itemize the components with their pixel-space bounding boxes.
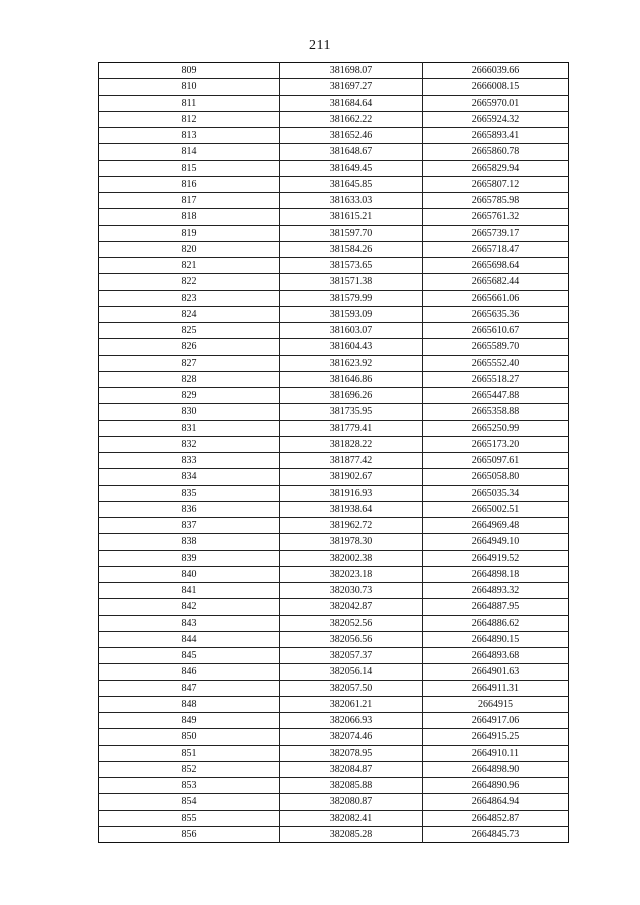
table-row: [99, 160, 569, 176]
x-coordinate-cell: 381597.70: [280, 225, 423, 241]
x-coordinate-cell: 381646.86: [280, 371, 423, 387]
point-number-cell: 831: [99, 420, 280, 436]
y-coordinate-cell: 2665002.51: [423, 501, 569, 517]
table-row: [99, 111, 569, 127]
table-row: [99, 404, 569, 420]
x-coordinate-cell: 382056.14: [280, 664, 423, 680]
y-coordinate-cell: 2664919.52: [423, 550, 569, 566]
table-row: [99, 583, 569, 599]
x-coordinate-cell: 381877.42: [280, 453, 423, 469]
coordinate-table-body: [99, 63, 569, 843]
point-number-cell: 840: [99, 566, 280, 582]
table-row: [99, 729, 569, 745]
point-number-cell: 816: [99, 176, 280, 192]
table-row: [99, 323, 569, 339]
y-coordinate-cell: 2665682.44: [423, 274, 569, 290]
y-coordinate-cell: 2664898.18: [423, 566, 569, 582]
point-number-cell: 853: [99, 778, 280, 794]
y-coordinate-cell: 2666039.66: [423, 63, 569, 79]
table-row: [99, 355, 569, 371]
table-row: [99, 566, 569, 582]
x-coordinate-cell: 382078.95: [280, 745, 423, 761]
point-number-cell: 838: [99, 534, 280, 550]
x-coordinate-cell: 381698.07: [280, 63, 423, 79]
y-coordinate-cell: 2665610.67: [423, 323, 569, 339]
table-row: [99, 631, 569, 647]
y-coordinate-cell: 2665173.20: [423, 436, 569, 452]
x-coordinate-cell: 381579.99: [280, 290, 423, 306]
x-coordinate-cell: 381649.45: [280, 160, 423, 176]
y-coordinate-cell: 2665739.17: [423, 225, 569, 241]
y-coordinate-cell: 2664890.15: [423, 631, 569, 647]
table-row: [99, 453, 569, 469]
x-coordinate-cell: 381573.65: [280, 258, 423, 274]
point-number-cell: 811: [99, 95, 280, 111]
point-number-cell: 813: [99, 128, 280, 144]
x-coordinate-cell: 381604.43: [280, 339, 423, 355]
x-coordinate-cell: 381615.21: [280, 209, 423, 225]
point-number-cell: 815: [99, 160, 280, 176]
table-row: [99, 664, 569, 680]
x-coordinate-cell: 381623.92: [280, 355, 423, 371]
y-coordinate-cell: 2665860.78: [423, 144, 569, 160]
y-coordinate-cell: 2664890.96: [423, 778, 569, 794]
point-number-cell: 849: [99, 713, 280, 729]
y-coordinate-cell: 2664886.62: [423, 615, 569, 631]
table-row: [99, 648, 569, 664]
y-coordinate-cell: 2665552.40: [423, 355, 569, 371]
point-number-cell: 845: [99, 648, 280, 664]
x-coordinate-cell: 382023.18: [280, 566, 423, 582]
point-number-cell: 846: [99, 664, 280, 680]
x-coordinate-cell: 381902.67: [280, 469, 423, 485]
x-coordinate-cell: 382080.87: [280, 794, 423, 810]
table-row: [99, 371, 569, 387]
y-coordinate-cell: 2664898.90: [423, 761, 569, 777]
table-row: [99, 485, 569, 501]
point-number-cell: 844: [99, 631, 280, 647]
table-row: [99, 63, 569, 79]
x-coordinate-cell: 381962.72: [280, 518, 423, 534]
x-coordinate-cell: 381684.64: [280, 95, 423, 111]
y-coordinate-cell: 2665035.34: [423, 485, 569, 501]
x-coordinate-cell: 381645.85: [280, 176, 423, 192]
x-coordinate-cell: 382074.46: [280, 729, 423, 745]
point-number-cell: 839: [99, 550, 280, 566]
point-number-cell: 820: [99, 241, 280, 257]
y-coordinate-cell: 2665447.88: [423, 388, 569, 404]
table-row: [99, 534, 569, 550]
y-coordinate-cell: 2664910.11: [423, 745, 569, 761]
y-coordinate-cell: 2665635.36: [423, 306, 569, 322]
table-row: [99, 680, 569, 696]
point-number-cell: 822: [99, 274, 280, 290]
point-number-cell: 848: [99, 696, 280, 712]
y-coordinate-cell: 2666008.15: [423, 79, 569, 95]
y-coordinate-cell: 2664901.63: [423, 664, 569, 680]
y-coordinate-cell: 2664917.06: [423, 713, 569, 729]
y-coordinate-cell: 2664887.95: [423, 599, 569, 615]
y-coordinate-cell: 2664911.31: [423, 680, 569, 696]
table-row: [99, 225, 569, 241]
y-coordinate-cell: 2665589.70: [423, 339, 569, 355]
point-number-cell: 827: [99, 355, 280, 371]
y-coordinate-cell: 2665518.27: [423, 371, 569, 387]
x-coordinate-cell: 381584.26: [280, 241, 423, 257]
point-number-cell: 818: [99, 209, 280, 225]
point-number-cell: 829: [99, 388, 280, 404]
table-row: [99, 176, 569, 192]
table-row: [99, 258, 569, 274]
y-coordinate-cell: 2664864.94: [423, 794, 569, 810]
y-coordinate-cell: 2665718.47: [423, 241, 569, 257]
point-number-cell: 809: [99, 63, 280, 79]
x-coordinate-cell: 382057.50: [280, 680, 423, 696]
y-coordinate-cell: 2664949.10: [423, 534, 569, 550]
y-coordinate-cell: 2665924.32: [423, 111, 569, 127]
y-coordinate-cell: 2665661.06: [423, 290, 569, 306]
x-coordinate-cell: 381697.27: [280, 79, 423, 95]
point-number-cell: 824: [99, 306, 280, 322]
point-number-cell: 821: [99, 258, 280, 274]
y-coordinate-cell: 2665893.41: [423, 128, 569, 144]
table-row: [99, 745, 569, 761]
point-number-cell: 832: [99, 436, 280, 452]
point-number-cell: 850: [99, 729, 280, 745]
table-row: [99, 241, 569, 257]
table-row: [99, 810, 569, 826]
table-row: [99, 436, 569, 452]
point-number-cell: 817: [99, 193, 280, 209]
x-coordinate-cell: 382002.38: [280, 550, 423, 566]
x-coordinate-cell: 382085.28: [280, 826, 423, 842]
x-coordinate-cell: 382057.37: [280, 648, 423, 664]
point-number-cell: 814: [99, 144, 280, 160]
y-coordinate-cell: 2664893.68: [423, 648, 569, 664]
point-number-cell: 843: [99, 615, 280, 631]
point-number-cell: 854: [99, 794, 280, 810]
table-row: [99, 290, 569, 306]
table-row: [99, 518, 569, 534]
y-coordinate-cell: 2665970.01: [423, 95, 569, 111]
x-coordinate-cell: 381938.64: [280, 501, 423, 517]
table-row: [99, 420, 569, 436]
table-row: [99, 95, 569, 111]
y-coordinate-cell: 2664915.25: [423, 729, 569, 745]
table-row: [99, 826, 569, 842]
table-row: [99, 128, 569, 144]
table-row: [99, 388, 569, 404]
x-coordinate-cell: 381633.03: [280, 193, 423, 209]
x-coordinate-cell: 381978.30: [280, 534, 423, 550]
table-row: [99, 469, 569, 485]
table-row: [99, 501, 569, 517]
x-coordinate-cell: 381652.46: [280, 128, 423, 144]
x-coordinate-cell: 381779.41: [280, 420, 423, 436]
y-coordinate-cell: 2664969.48: [423, 518, 569, 534]
point-number-cell: 810: [99, 79, 280, 95]
point-number-cell: 823: [99, 290, 280, 306]
point-number-cell: 834: [99, 469, 280, 485]
table-row: [99, 209, 569, 225]
y-coordinate-cell: 2665761.32: [423, 209, 569, 225]
x-coordinate-cell: 381571.38: [280, 274, 423, 290]
x-coordinate-cell: 382084.87: [280, 761, 423, 777]
x-coordinate-cell: 382066.93: [280, 713, 423, 729]
point-number-cell: 836: [99, 501, 280, 517]
y-coordinate-cell: 2665250.99: [423, 420, 569, 436]
point-number-cell: 842: [99, 599, 280, 615]
x-coordinate-cell: 381696.26: [280, 388, 423, 404]
y-coordinate-cell: 2665698.64: [423, 258, 569, 274]
coordinate-table: [98, 62, 569, 843]
y-coordinate-cell: 2665807.12: [423, 176, 569, 192]
table-row: [99, 550, 569, 566]
table-row: [99, 761, 569, 777]
y-coordinate-cell: 2665058.80: [423, 469, 569, 485]
x-coordinate-cell: 382042.87: [280, 599, 423, 615]
table-row: [99, 599, 569, 615]
x-coordinate-cell: 381916.93: [280, 485, 423, 501]
y-coordinate-cell: 2665097.61: [423, 453, 569, 469]
table-row: [99, 79, 569, 95]
table-row: [99, 713, 569, 729]
x-coordinate-cell: 382030.73: [280, 583, 423, 599]
x-coordinate-cell: 381648.67: [280, 144, 423, 160]
page-number: 211: [309, 38, 331, 53]
table-row: [99, 696, 569, 712]
y-coordinate-cell: 2665358.88: [423, 404, 569, 420]
x-coordinate-cell: 381735.95: [280, 404, 423, 420]
point-number-cell: 847: [99, 680, 280, 696]
y-coordinate-cell: 2664845.73: [471, 828, 520, 840]
point-number-cell: 812: [99, 111, 280, 127]
point-number-cell: 837: [99, 518, 280, 534]
point-number-cell: 833: [99, 453, 280, 469]
x-coordinate-cell: 381593.09: [280, 306, 423, 322]
point-number-cell: 856: [99, 826, 280, 842]
table-row: [99, 794, 569, 810]
y-coordinate-cell: 2664893.32: [423, 583, 569, 599]
table-row: [99, 306, 569, 322]
point-number-cell: 841: [99, 583, 280, 599]
point-number-cell: 819: [99, 225, 280, 241]
x-coordinate-cell: 382056.56: [280, 631, 423, 647]
point-number-cell: 830: [99, 404, 280, 420]
y-coordinate-cell: 2664852.87: [423, 810, 569, 826]
y-coordinate-cell: 2665829.94: [423, 160, 569, 176]
x-coordinate-cell: 382082.41: [280, 810, 423, 826]
y-coordinate-cell: 2664915: [423, 696, 569, 712]
table-row: [99, 339, 569, 355]
x-coordinate-cell: 382061.21: [280, 696, 423, 712]
table-row: [99, 615, 569, 631]
point-number-cell: 835: [99, 485, 280, 501]
x-coordinate-cell: 382085.88: [280, 778, 423, 794]
x-coordinate-cell: 381603.07: [280, 323, 423, 339]
x-coordinate-cell: 382052.56: [280, 615, 423, 631]
point-number-cell: 826: [99, 339, 280, 355]
x-coordinate-cell: 381828.22: [280, 436, 423, 452]
point-number-cell: 851: [99, 745, 280, 761]
table-row: [99, 144, 569, 160]
x-coordinate-cell: 381662.22: [280, 111, 423, 127]
table-row: [99, 193, 569, 209]
point-number-cell: 855: [99, 810, 280, 826]
point-number-cell: 828: [99, 371, 280, 387]
y-coordinate-cell: 2665785.98: [423, 193, 569, 209]
point-number-cell: 852: [99, 761, 280, 777]
point-number-cell: 825: [99, 323, 280, 339]
table-row: [99, 274, 569, 290]
table-row: [99, 778, 569, 794]
